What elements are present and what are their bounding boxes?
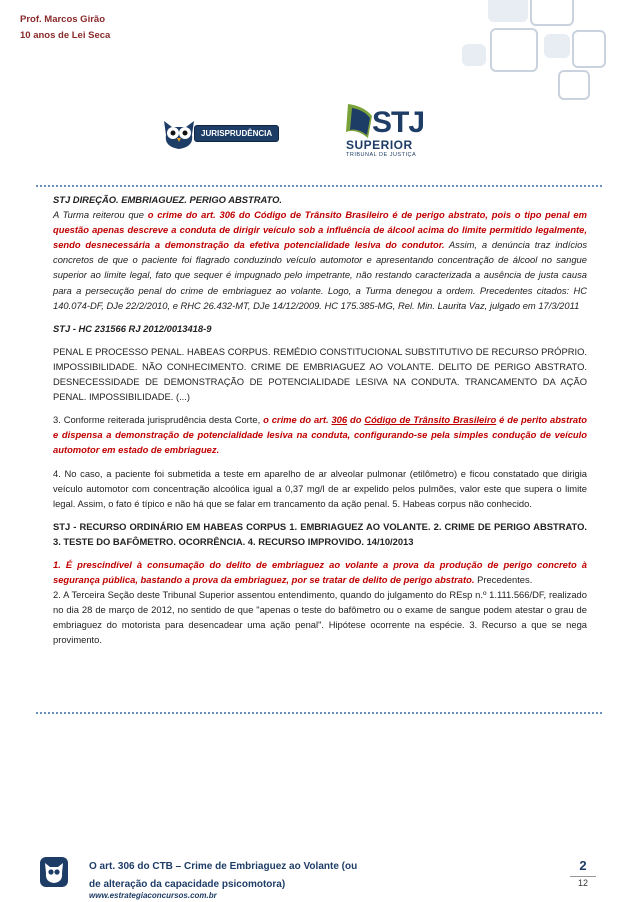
footer-title-line-2: de alteração da capacidade psicomotora)	[89, 879, 286, 890]
document-body	[53, 192, 587, 648]
p4-link-ctb: Código de Trânsito Brasileiro	[364, 414, 497, 426]
header-subtitle: 10 anos de Lei Seca	[20, 30, 111, 41]
paragraph-3	[53, 344, 587, 404]
p4-link-306: 306	[331, 414, 348, 426]
bottom-divider	[36, 712, 602, 714]
p1-title: STJ DIREÇÃO. EMBRIAGUEZ. PERIGO ABSTRATO.	[53, 194, 283, 205]
p1-body: Assim, a denúncia traz indícios concretos de que o paciente foi flagrado conduzindo veículo automotor e apresentando concentração de álcool no sangue superior ao limite legal, fato que sequer é impugnado pelo impetrante, não restando caracterizada a ausência de justa causa para a persecução penal do crime de embriaguez ao volante. Logo, a Turma denegou a ordem. Precedentes citados: HC 140.074-DF, DJe 22/2/2010, e RHC 26.432-MT, DJe 14/12/2009. HC 175.385-MG, Rel. Min. Laurita Vaz, julgado em 17/3/2011	[53, 239, 588, 311]
stj-logo	[342, 100, 432, 160]
stj-abbreviation: STJ	[372, 106, 425, 139]
p7-body: 2. A Terceira Seção deste Tribunal Superior assentou entendimento, quando do julgamento do REsp n.º 1.111.566/DF, realizado no dia 28 de março de 2012, no sentido de que "apenas o teste do bafômetro ou o exame de sangue podem atestar o grau de embriaguez do motorista para desencadear uma ação penal". Hipótese ocorrente na espécie. 3. Recurso a que se nega provimento.	[53, 589, 587, 646]
paragraph-1	[53, 192, 587, 313]
paragraph-4	[53, 412, 587, 457]
p5-text: 4. No caso, a paciente foi submetida a teste em aparelho de ar alveolar pulmonar (etilômetro) e ficou constatado que dirigia veículo automotor com concentração alcoólica igual a 0,37 mg/l de ar expelido pelos pulmões, valor este que supera o limite legal. Assim, o fato é típico e não há que se falar em trancamento da ação penal. 5. Habeas corpus não conhecido.	[53, 467, 587, 509]
author-name: Prof. Marcos Girão	[20, 14, 105, 25]
p4-emphasis-1: o crime do art.	[263, 414, 332, 426]
jurisprudencia-label: JURISPRUDÊNCIA	[194, 125, 279, 142]
footer-title-line-1: O art. 306 do CTB – Crime de Embriaguez ao Volante (ou	[89, 861, 358, 872]
p4-intro: 3. Conforme reiterada jurisprudência desta Corte,	[53, 414, 264, 426]
paragraph-2	[53, 321, 587, 336]
paragraph-7	[53, 557, 587, 648]
p1-intro: A Turma reiterou que	[53, 209, 148, 221]
p7-precedents: Precedentes.	[474, 574, 533, 586]
header-author-block	[20, 12, 110, 44]
page-number-separator	[570, 876, 596, 877]
p3-text: PENAL E PROCESSO PENAL. HABEAS CORPUS. REMÉDIO CONSTITUCIONAL SUBSTITUTIVO DE RECURSO PRÓPRIO. IMPOSSIBILIDADE. NÃO CONHECIMENTO. CRIME DE EMBRIAGUEZ AO VOLANTE. DELITO DE PERIGO ABSTRATO. DESNECESSIDADE DE DEMONSTRAÇÃO DE POTENCIALIDADE LESIVA NA CONDUTA. TRANCAMENTO DA AÇÃO PENAL. IMPOSSIBILIDADE. (...)	[53, 345, 587, 403]
p4-emphasis-3: é de perito abstrato e dispensa a demonstração de potencialidade lesiva na conduta, configurando-se pela simples condução de veículo automotor em estado de embriaguez.	[53, 414, 587, 456]
p7-emphasis: É prescindível à consumação do delito de embriaguez ao volante a prova da produção de perigo concreto à segurança pública, bastando a prova da embriaguez, por se tratar de delito de perigo abstrato.	[53, 558, 587, 586]
top-divider	[36, 185, 602, 187]
page-number: 2	[579, 858, 587, 873]
stj-tribunal: TRIBUNAL DE JUSTIÇA	[346, 152, 417, 158]
decorative-squares	[448, 0, 608, 110]
p6-title: STJ - RECURSO ORDINÁRIO EM HABEAS CORPUS 1. EMBRIAGUEZ AO VOLANTE. 2. CRIME DE PERIGO ABSTRATO. 3. TESTE DO BAFÔMETRO. OCORRÊNCIA. 4. RECURSO IMPROVIDO. 14/10/2013	[53, 520, 587, 547]
p1-emphasis: o crime do art. 306 do Código de Trânsito Brasileiro é de perigo abstrato, pois o tipo penal em questão apenas descreve a conduta de dirigir veículo sob a influência de álcool acima do limite permitido legalmente, sendo desnecessária a demonstração da efetiva potencialidade lesiva do condutor.	[53, 209, 587, 251]
jurisprudencia-logo	[160, 115, 279, 151]
stj-emblem-icon	[342, 102, 376, 142]
footer-title	[89, 858, 409, 894]
p2-title: STJ - HC 231566 RJ 2012/0013418-9	[53, 322, 212, 334]
owl-icon	[160, 115, 198, 151]
p4-emphasis-2: do	[347, 414, 365, 426]
stj-superior: SUPERIOR	[346, 138, 413, 152]
paragraph-6	[53, 519, 587, 549]
paragraph-5	[53, 466, 587, 511]
page-total: 12	[577, 878, 588, 888]
owl-badge-icon	[40, 857, 68, 887]
p7-num: 1.	[53, 558, 66, 570]
footer-url[interactable]: www.estrategiaconcursos.com.br	[89, 891, 217, 900]
